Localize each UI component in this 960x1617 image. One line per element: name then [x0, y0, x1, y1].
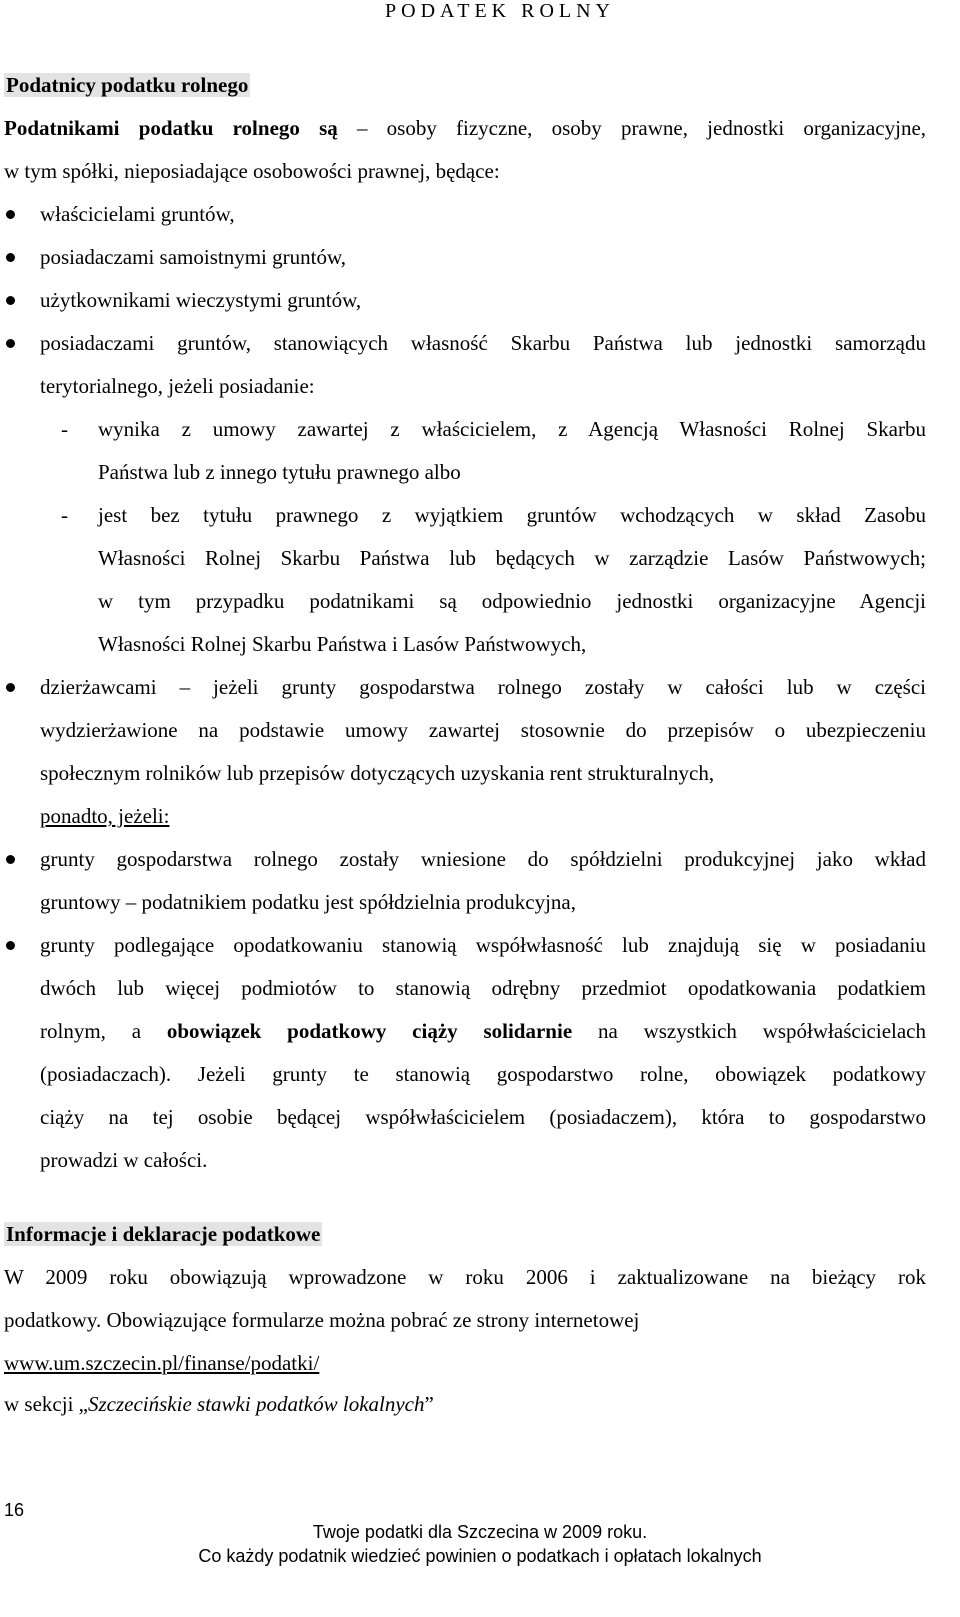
bullet-item-5-line-3: społecznym rolników lub przepisów dotyczących uzyskania rent strukturalnych,	[40, 761, 715, 785]
dash-item-1-line-1: wynika z umowy zawartej z właścicielem, z Agencją Własności Rolnej Skarbu	[98, 417, 926, 441]
bullet-item-7-line-6: prowadzi w całości.	[40, 1148, 208, 1172]
bullet-icon	[6, 855, 15, 864]
dash-item-1-line-2: Państwa lub z innego tytułu prawnego albo	[98, 460, 461, 484]
bullet-item-6-line-2: gruntowy – podatnikiem podatku jest spółdzielnia produkcyjna,	[40, 890, 576, 914]
intro-rest: – osoby fizyczne, osoby prawne, jednostki organizacyjne,	[356, 116, 927, 140]
info-line-2: podatkowy. Obowiązujące formularze można pobrać ze strony internetowej	[4, 1308, 640, 1332]
intro-line-1	[4, 116, 926, 141]
bullet-item-2: posiadaczami samoistnymi gruntów,	[40, 245, 346, 269]
bullet-icon	[6, 253, 15, 262]
bullet-item-7-line-2: dwóch lub więcej podmiotów to stanowią odrębny przedmiot opodatkowania podatkiem	[40, 976, 926, 1000]
bullet-item-7-line-4: (posiadaczach). Jeżeli grunty te stanowią gospodarstwo rolne, obowiązek podatkowy	[40, 1062, 926, 1086]
section-heading-podatnicy: Podatnicy podatku rolnego	[6, 73, 249, 97]
bullet-item-4-line-1: posiadaczami gruntów, stanowiących własność Skarbu Państwa lub jednostki samorządu	[40, 331, 926, 355]
tax-website-link[interactable]: www.um.szczecin.pl/finanse/podatki/	[4, 1351, 320, 1375]
dash-item-2-line-4: Własności Rolnej Skarbu Państwa i Lasów Państwowych,	[98, 632, 587, 656]
bullet-icon	[6, 296, 15, 305]
bullet-icon	[6, 941, 15, 950]
bullet-item-4-line-2: terytorialnego, jeżeli posiadanie:	[40, 374, 315, 398]
intro-line-2: w tym spółki, nieposiadające osobowości prawnej, będące:	[4, 159, 500, 183]
ponadto-label: ponadto, jeżeli:	[40, 804, 170, 828]
bullet-item-7-line-1: grunty podlegające opodatkowaniu stanowią współwłasność lub znajdują się w posiadaniu	[40, 933, 926, 957]
dash-item-2-line-1: jest bez tytułu prawnego z wyjątkiem gruntów wchodzących w skład Zasobu	[98, 503, 926, 527]
bullet-icon	[6, 339, 15, 348]
page-number: 16	[4, 1500, 25, 1520]
dash-marker: -	[61, 417, 68, 441]
dash-item-2-line-2: Własności Rolnej Skarbu Państwa lub będących w zarządzie Lasów Państwowych;	[98, 546, 926, 570]
info-line-1: W 2009 roku obowiązują wprowadzone w roku 2006 i zaktualizowane na bieżący rok	[4, 1265, 926, 1289]
bullet-icon	[6, 210, 15, 219]
dash-item-2-line-3: w tym przypadku podatnikami są odpowiednio jednostki organizacyjne Agencji	[98, 589, 926, 613]
bullet-icon	[6, 683, 15, 692]
bullet-item-6-line-1: grunty gospodarstwa rolnego zostały wniesione do spółdzielni produkcyjnej jako wkład	[40, 847, 926, 871]
footer-line-2: Co każdy podatnik wiedzieć powinien o podatkach i opłatach lokalnych	[198, 1546, 762, 1566]
bullet-item-7-line-5: ciąży na tej osobie będącej współwłaścicielem (posiadaczem), która to gospodarstwo	[40, 1105, 926, 1129]
section-heading-informacje: Informacje i deklaracje podatkowe	[6, 1222, 321, 1246]
footer-line-1: Twoje podatki dla Szczecina w 2009 roku.	[312, 1522, 648, 1542]
page-header: PODATEK ROLNY	[385, 0, 615, 22]
bullet-item-3: użytkownikami wieczystymi gruntów,	[40, 288, 362, 312]
bullet-item-5-line-2: wydzierżawione na podstawie umowy zawartej stosownie do przepisów o ubezpieczeniu	[40, 718, 926, 742]
dash-marker: -	[61, 503, 68, 527]
solidarity-emphasis: obowiązek podatkowy ciąży solidarnie	[166, 1019, 573, 1043]
bullet-item-1: właścicielami gruntów,	[40, 202, 235, 226]
section-name-italic: Szczecińskie stawki podatków lokalnych	[87, 1392, 425, 1416]
bullet-item-5-line-1: dzierżawcami – jeżeli grunty gospodarstwa rolnego zostały w całości lub w części	[40, 675, 926, 699]
bullet-item-7-line-3: rolnym, a obowiązek podatkowy ciąży solidarnie na wszystkich współwłaścicielach	[40, 1019, 926, 1043]
info-line-4: w sekcji „Szczecińskie stawki podatków lokalnych”	[4, 1392, 434, 1416]
intro-bold: Podatnikami podatku rolnego są	[4, 116, 338, 140]
